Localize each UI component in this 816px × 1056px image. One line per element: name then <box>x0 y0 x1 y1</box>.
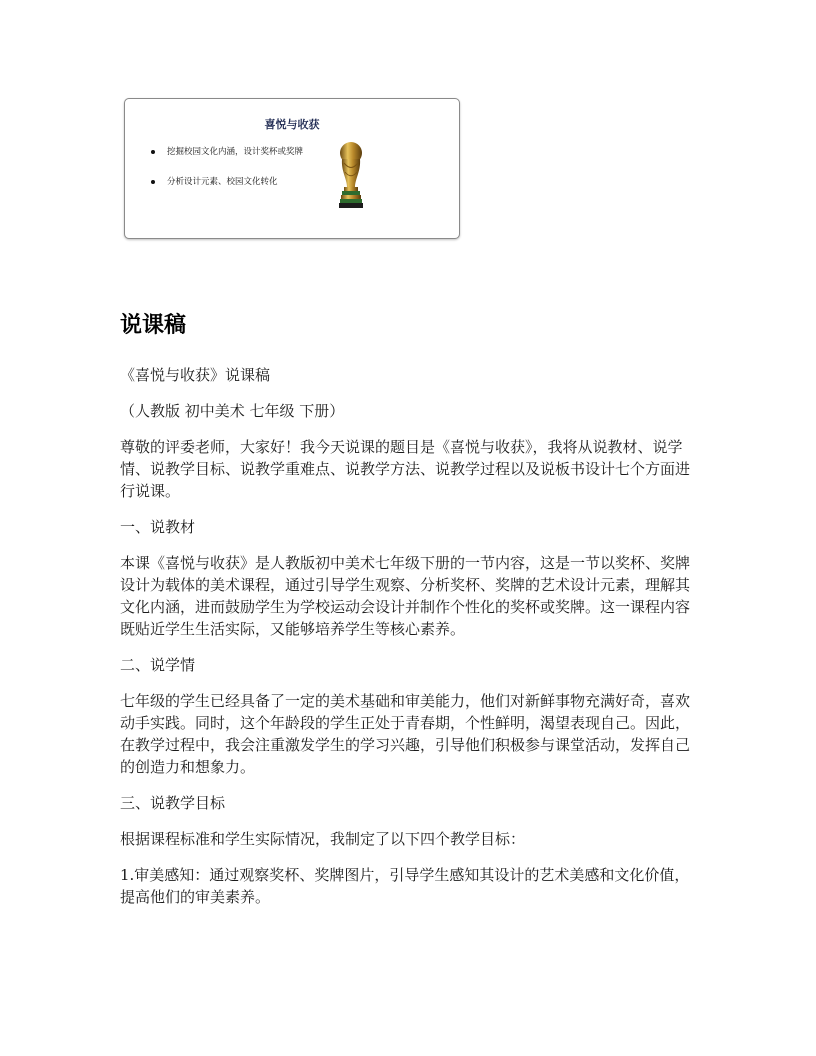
slide-title: 喜悦与收获 <box>264 118 320 131</box>
document-heading: 说课稿 <box>120 313 187 338</box>
students-paragraph: 七年级的学生已经具备了一定的美术基础和审美能力，他们对新鲜事物充满好奇，喜欢动手实践。同时，这个年龄段的学生正处于青春期，个性鲜明，渴望表现自己。因此，在教学过程中，我会注重激发学生的学习兴趣，引导他们积极参与课堂活动，发挥自己的创造力和想象力。 <box>120 692 691 776</box>
slide-preview <box>124 98 460 239</box>
objective-item-1: 1.审美感知：通过观察奖杯、奖牌图片，引导学生感知其设计的艺术美感和文化价值，提高他们的审美素养。 <box>120 866 690 906</box>
doc-title-line: 《喜悦与收获》说课稿 <box>120 366 271 384</box>
slide-bullet-text: 挖掘校园文化内涵，设计奖杯或奖牌 <box>167 147 304 157</box>
section-heading-objectives: 三、说教学目标 <box>120 794 226 812</box>
bullet-dot-icon <box>151 180 155 184</box>
slide-bullet-text: 分析设计元素、校园文化转化 <box>167 177 278 187</box>
doc-edition-line: （人教版 初中美术 七年级 下册） <box>120 402 345 420</box>
textbook-paragraph: 本课《喜悦与收获》是人教版初中美术七年级下册的一节内容，这是一节以奖杯、奖牌设计为载体的美术课程，通过引导学生观察、分析奖杯、奖牌的艺术设计元素，理解其文化内涵，进而鼓励学生为学校运动会设计并制作个性化的奖杯或奖牌。这一课程内容既贴近学生生活实际，又能够培养学生等核心素养。 <box>120 554 691 638</box>
document-body <box>120 364 696 922</box>
trophy-icon <box>333 139 369 213</box>
doc-intro-paragraph: 尊敬的评委老师，大家好！我今天说课的题目是《喜悦与收获》，我将从说教材、说学情、说教学目标、说教学重难点、说教学方法、说教学过程以及说板书设计七个方面进行说课。 <box>120 438 691 500</box>
slide-bullet-item <box>151 175 303 189</box>
objectives-intro-paragraph: 根据课程标准和学生实际情况，我制定了以下四个教学目标： <box>120 830 526 848</box>
bullet-dot-icon <box>151 150 155 154</box>
slide-bullet-item <box>151 145 303 159</box>
section-heading-students: 二、说学情 <box>120 656 196 674</box>
section-heading-textbook: 一、说教材 <box>120 518 196 536</box>
slide-bullet-list <box>151 145 303 205</box>
